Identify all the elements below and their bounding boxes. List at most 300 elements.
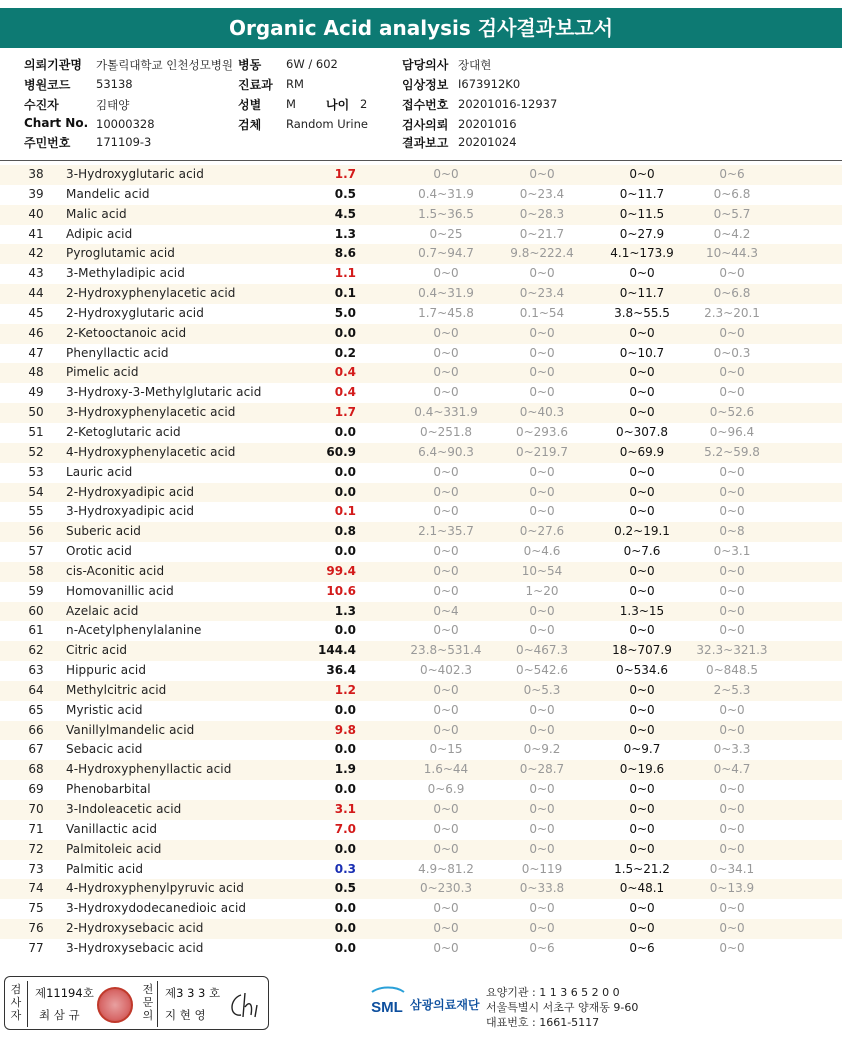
reference-range-4: 0~0 (719, 484, 745, 499)
reference-range-1: 0~0 (433, 266, 459, 281)
reference-range-4: 0~52.6 (709, 405, 755, 420)
table-row (0, 740, 842, 760)
result-value: 0.0 (334, 742, 356, 757)
reference-range-2: 0.1~54 (519, 305, 565, 320)
reference-range-2: 0~0 (529, 266, 555, 281)
result-value: 0.1 (334, 504, 356, 519)
reference-range-1: 0~0 (433, 722, 459, 737)
reference-range-4: 0~6.8 (713, 186, 751, 201)
result-value: 0.0 (334, 901, 356, 916)
result-value: 0.4 (334, 385, 356, 400)
table-row (0, 840, 842, 860)
chart-no-value: 10000328 (96, 117, 155, 131)
hospital-code-value: 53138 (96, 77, 133, 91)
dept-value: RM (286, 77, 304, 91)
institution-label: 의뢰기관명 (24, 58, 82, 72)
row-number: 61 (28, 623, 44, 638)
row-number: 75 (28, 901, 44, 916)
table-row (0, 284, 842, 304)
table-row (0, 800, 842, 820)
chart-no-label: Chart No. (24, 116, 89, 130)
reference-range-2: 0~0 (529, 325, 555, 340)
compound-name: Orotic acid (66, 544, 132, 559)
reference-range-2: 0~293.6 (515, 424, 569, 439)
compound-name: Sebacic acid (66, 742, 143, 757)
reference-range-4: 0~4.7 (713, 762, 751, 777)
specialist-name: 지 현 영 (165, 1008, 206, 1022)
ward-value: 6W / 602 (286, 57, 338, 71)
reference-range-1: 0.4~331.9 (414, 405, 478, 420)
compound-name: cis-Aconitic acid (66, 563, 165, 578)
report-footer (0, 970, 842, 1040)
report-date-value: 20201024 (458, 135, 517, 149)
tester-seal (97, 987, 133, 1023)
compound-name: Vanillactic acid (66, 821, 158, 836)
result-value: 0.0 (334, 921, 356, 936)
patient-label: 수진자 (24, 98, 59, 112)
reference-range-3: 0~6 (629, 940, 655, 955)
reference-range-4: 0~0 (719, 821, 745, 836)
reference-range-1: 0~0 (433, 365, 459, 380)
request-label: 검사의뢰 (402, 118, 449, 132)
reference-range-1: 0.7~94.7 (418, 246, 474, 261)
table-row (0, 621, 842, 641)
reference-range-2: 0~28.7 (519, 762, 565, 777)
reference-range-2: 0~0 (529, 464, 555, 479)
result-value: 1.3 (334, 603, 356, 618)
compound-name: 3-Indoleacetic acid (66, 802, 182, 816)
table-row (0, 463, 842, 483)
physician-value: 장대현 (458, 58, 492, 72)
row-number: 42 (28, 246, 44, 261)
reference-range-1: 0~0 (433, 623, 459, 638)
reference-range-2: 0~119 (521, 861, 563, 876)
result-value: 0.2 (334, 345, 356, 360)
result-value: 0.0 (334, 464, 356, 479)
table-row (0, 939, 842, 959)
reference-range-3: 0~48.1 (619, 881, 665, 896)
row-number: 63 (28, 663, 44, 678)
patient-value: 김태양 (96, 98, 130, 112)
reference-range-2: 0~27.6 (519, 524, 565, 539)
result-value: 60.9 (326, 444, 356, 459)
compound-name: Pimelic acid (66, 365, 139, 380)
specimen-label: 검체 (238, 118, 262, 132)
reference-range-2: 0~542.6 (515, 663, 569, 678)
result-value: 1.3 (334, 226, 356, 241)
ward-label: 병동 (238, 58, 262, 72)
result-value: 1.7 (334, 167, 356, 181)
org-phone: 대표번호 : 1661-5117 (486, 1016, 600, 1029)
reference-range-1: 0~25 (429, 226, 463, 241)
reference-range-2: 0~5.3 (523, 682, 561, 697)
reference-range-3: 0~0 (629, 623, 655, 638)
reference-range-1: 0~402.3 (419, 663, 473, 678)
result-value: 0.0 (334, 424, 356, 439)
reference-range-1: 6.4~90.3 (418, 444, 474, 459)
compound-name: Phenobarbital (66, 782, 151, 797)
compound-name: 2-Hydroxyadipic acid (66, 484, 195, 499)
row-number: 39 (28, 186, 44, 201)
table-row (0, 760, 842, 780)
reference-range-1: 0~0 (433, 504, 459, 519)
result-value: 36.4 (326, 663, 356, 678)
tester-license: 제11194호 (35, 986, 94, 1000)
result-value: 0.0 (334, 782, 356, 797)
table-row (0, 185, 842, 205)
clinical-value: I673912K0 (458, 77, 521, 91)
reference-range-1: 4.9~81.2 (418, 861, 474, 876)
dept-label: 진료과 (238, 78, 273, 92)
reference-range-3: 0~0 (629, 722, 655, 737)
reference-range-2: 0~0 (529, 722, 555, 737)
row-number: 76 (28, 921, 44, 936)
reference-range-1: 0~0 (433, 167, 459, 181)
reference-range-4: 0~34.1 (709, 861, 755, 876)
sml-logo-icon (366, 986, 408, 1020)
reference-range-4: 0~8 (719, 524, 745, 539)
reference-range-4: 0~3.3 (713, 742, 751, 757)
receipt-label: 접수번호 (402, 98, 449, 112)
compound-name: Methylcitric acid (66, 682, 167, 697)
reference-range-3: 0~11.5 (619, 206, 665, 221)
table-row (0, 721, 842, 741)
compound-name: 2-Ketooctanoic acid (66, 325, 187, 340)
reference-range-3: 0~0 (629, 167, 655, 181)
table-row (0, 562, 842, 582)
compound-name: Citric acid (66, 643, 128, 658)
result-value: 99.4 (326, 563, 356, 578)
reference-range-1: 1.7~45.8 (418, 305, 474, 320)
table-row (0, 344, 842, 364)
row-number: 41 (28, 226, 44, 241)
reference-range-3: 4.1~173.9 (610, 246, 674, 261)
reference-range-3: 0~0 (629, 702, 655, 717)
row-number: 74 (28, 881, 44, 896)
row-number: 66 (28, 722, 44, 737)
reference-range-4: 0~0 (719, 782, 745, 797)
table-row (0, 383, 842, 403)
reference-range-4: 0~0 (719, 365, 745, 380)
reference-range-1: 0.4~31.9 (418, 186, 474, 201)
result-value: 10.6 (326, 583, 356, 598)
reference-range-1: 0~0 (433, 484, 459, 499)
compound-name: Myristic acid (66, 702, 143, 717)
hospital-code-label: 병원코드 (24, 78, 71, 92)
reference-range-2: 0~33.8 (519, 881, 565, 896)
result-value: 4.5 (334, 206, 356, 221)
table-row (0, 502, 842, 522)
signature-box (4, 976, 269, 1030)
header-divider (0, 160, 842, 161)
compound-name: 3-Methyladipic acid (66, 266, 185, 281)
reference-range-3: 0~11.7 (619, 186, 665, 201)
result-value: 0.3 (334, 861, 356, 876)
reference-range-3: 0~19.6 (619, 762, 665, 777)
result-value: 0.0 (334, 623, 356, 638)
result-value: 0.5 (334, 881, 356, 896)
row-number: 64 (28, 682, 44, 697)
reference-range-2: 0~23.4 (519, 186, 565, 201)
results-table (0, 165, 842, 959)
reference-range-1: 0~15 (429, 742, 463, 757)
reference-range-4: 0~0 (719, 921, 745, 936)
reference-range-4: 0~0.3 (713, 345, 751, 360)
row-number: 40 (28, 206, 44, 221)
compound-name: 3-Hydroxydodecanedioic acid (66, 901, 247, 916)
reference-range-3: 0~0 (629, 682, 655, 697)
reference-range-4: 2~5.3 (713, 682, 751, 697)
reference-range-3: 18~707.9 (612, 643, 672, 658)
compound-name: Hippuric acid (66, 663, 147, 678)
reference-range-3: 0~307.8 (615, 424, 669, 439)
compound-name: 2-Ketoglutaric acid (66, 424, 181, 439)
reference-range-2: 10~54 (521, 563, 563, 578)
reference-range-1: 0~6.9 (427, 782, 465, 797)
org-address: 서울특별시 서초구 양재동 9-60 (486, 1001, 639, 1014)
compound-name: 2-Hydroxysebacic acid (66, 921, 204, 936)
compound-name: Palmitic acid (66, 861, 144, 876)
reference-range-4: 0~0 (719, 266, 745, 281)
reference-range-1: 0~0 (433, 563, 459, 578)
row-number: 70 (28, 802, 44, 816)
row-number: 50 (28, 405, 44, 420)
compound-name: n-Acetylphenylalanine (66, 623, 202, 638)
reference-range-4: 0~0 (719, 702, 745, 717)
physician-label: 담당의사 (402, 58, 449, 72)
table-row (0, 701, 842, 721)
compound-name: 4-Hydroxyphenylacetic acid (66, 444, 236, 459)
reference-range-1: 0~0 (433, 345, 459, 360)
compound-name: Palmitoleic acid (66, 841, 162, 856)
compound-name: Adipic acid (66, 226, 133, 241)
reference-range-3: 0~0 (629, 385, 655, 400)
row-number: 47 (28, 345, 44, 360)
reference-range-4: 0~5.7 (713, 206, 751, 221)
reference-range-2: 1~20 (525, 583, 559, 598)
row-number: 60 (28, 603, 44, 618)
table-row (0, 264, 842, 284)
reference-range-2: 0~28.3 (519, 206, 565, 221)
patient-info-section (0, 52, 842, 158)
row-number: 54 (28, 484, 44, 499)
reference-range-1: 23.8~531.4 (410, 643, 482, 658)
reference-range-4: 0~0 (719, 385, 745, 400)
care-code: 요양기관 : 1 1 3 6 5 2 0 0 (486, 986, 620, 999)
row-number: 43 (28, 266, 44, 281)
reference-range-1: 0~230.3 (419, 881, 473, 896)
reference-range-1: 0~0 (433, 682, 459, 697)
reference-range-4: 0~0 (719, 901, 745, 916)
reference-range-1: 2.1~35.7 (418, 524, 474, 539)
table-row (0, 919, 842, 939)
reference-range-3: 0~0 (629, 821, 655, 836)
reference-range-4: 0~0 (719, 583, 745, 598)
reference-range-1: 0~0 (433, 802, 459, 816)
compound-name: 2-Hydroxyglutaric acid (66, 305, 204, 320)
compound-name: 4-Hydroxyphenylpyruvic acid (66, 881, 244, 896)
reference-range-4: 0~3.1 (713, 544, 751, 559)
result-value: 0.5 (334, 186, 356, 201)
reference-range-2: 0~0 (529, 821, 555, 836)
reference-range-4: 0~0 (719, 802, 745, 816)
reference-range-1: 0.4~31.9 (418, 286, 474, 301)
row-number: 51 (28, 424, 44, 439)
row-number: 65 (28, 702, 44, 717)
compound-name: 2-Hydroxyphenylacetic acid (66, 286, 236, 301)
reference-range-1: 0~0 (433, 940, 459, 955)
table-row (0, 522, 842, 542)
row-number: 45 (28, 305, 44, 320)
reference-range-3: 1.3~15 (619, 603, 665, 618)
tester-name: 최 삼 규 (39, 1008, 80, 1022)
reference-range-4: 0~0 (719, 563, 745, 578)
reference-range-1: 1.6~44 (423, 762, 469, 777)
reference-range-4: 10~44.3 (705, 246, 759, 261)
row-number: 62 (28, 643, 44, 658)
reference-range-4: 0~4.2 (713, 226, 751, 241)
table-row (0, 602, 842, 622)
reference-range-3: 0~0 (629, 901, 655, 916)
reference-range-3: 0~10.7 (619, 345, 665, 360)
result-value: 0.0 (334, 544, 356, 559)
reference-range-4: 0~0 (719, 504, 745, 519)
reference-range-2: 0~0 (529, 484, 555, 499)
row-number: 48 (28, 365, 44, 380)
reference-range-4: 0~0 (719, 623, 745, 638)
result-value: 9.8 (334, 722, 356, 737)
table-row (0, 661, 842, 681)
row-number: 69 (28, 782, 44, 797)
reference-range-4: 0~848.5 (705, 663, 759, 678)
table-row (0, 423, 842, 443)
clinical-label: 임상정보 (402, 78, 449, 92)
table-row (0, 225, 842, 245)
reference-range-2: 0~0 (529, 782, 555, 797)
reference-range-2: 0~0 (529, 841, 555, 856)
row-number: 49 (28, 385, 44, 400)
institution-value: 가톨릭대학교 인천성모병원 (96, 58, 233, 72)
reference-range-3: 0~0 (629, 504, 655, 519)
reference-range-1: 0~0 (433, 901, 459, 916)
reference-range-2: 0~9.2 (523, 742, 561, 757)
reference-range-4: 0~6 (719, 167, 745, 181)
reference-range-3: 0~534.6 (615, 663, 669, 678)
reference-range-1: 0~0 (433, 464, 459, 479)
compound-name: 4-Hydroxyphenyllactic acid (66, 762, 232, 777)
reference-range-4: 0~13.9 (709, 881, 755, 896)
reference-range-3: 0~11.7 (619, 286, 665, 301)
reference-range-3: 0~0 (629, 405, 655, 420)
row-number: 57 (28, 544, 44, 559)
table-row (0, 165, 842, 185)
reference-range-1: 0~0 (433, 841, 459, 856)
signature-divider (157, 981, 158, 1027)
table-row (0, 244, 842, 264)
receipt-value: 20201016-12937 (458, 97, 558, 111)
reference-range-2: 0~40.3 (519, 405, 565, 420)
reference-range-1: 0~0 (433, 702, 459, 717)
table-row (0, 304, 842, 324)
row-number: 38 (28, 167, 44, 181)
sex-label: 성별 (238, 98, 262, 112)
reference-range-2: 0~0 (529, 623, 555, 638)
reference-range-3: 0~69.9 (619, 444, 665, 459)
compound-name: Azelaic acid (66, 603, 139, 618)
reference-range-3: 0~0 (629, 325, 655, 340)
reference-range-4: 0~0 (719, 841, 745, 856)
reference-range-3: 0~0 (629, 583, 655, 598)
reference-range-3: 0~0 (629, 841, 655, 856)
reference-range-4: 0~0 (719, 722, 745, 737)
result-value: 0.8 (334, 524, 356, 539)
reference-range-3: 0~0 (629, 563, 655, 578)
row-number: 56 (28, 524, 44, 539)
reference-range-1: 0~0 (433, 921, 459, 936)
row-number: 77 (28, 940, 44, 955)
reference-range-2: 0~4.6 (523, 544, 561, 559)
reference-range-3: 0~0 (629, 782, 655, 797)
compound-name: Homovanillic acid (66, 583, 174, 598)
table-row (0, 324, 842, 344)
reference-range-4: 0~0 (719, 325, 745, 340)
reference-range-2: 0~0 (529, 167, 555, 181)
reference-range-1: 0~251.8 (419, 424, 473, 439)
reference-range-2: 0~0 (529, 901, 555, 916)
reference-range-1: 0~0 (433, 544, 459, 559)
compound-name: Suberic acid (66, 524, 142, 539)
table-row (0, 899, 842, 919)
reference-range-1: 0~0 (433, 821, 459, 836)
org-name: 삼광의료재단 (410, 998, 480, 1012)
compound-name: Vanillylmandelic acid (66, 722, 195, 737)
table-row (0, 860, 842, 880)
reference-range-4: 5.2~59.8 (704, 444, 760, 459)
compound-name: Malic acid (66, 206, 127, 221)
result-value: 0.1 (334, 286, 356, 301)
table-row (0, 205, 842, 225)
reference-range-3: 0~0 (629, 484, 655, 499)
result-value: 1.1 (334, 266, 356, 281)
report-title: Organic Acid analysis 검사결과보고서 (0, 8, 842, 48)
compound-name: Phenyllactic acid (66, 345, 169, 360)
specialist-license: 제3 3 3 호 (165, 986, 221, 1000)
table-row (0, 820, 842, 840)
reference-range-1: 1.5~36.5 (418, 206, 474, 221)
reference-range-2: 0~0 (529, 802, 555, 816)
reference-range-2: 0~21.7 (519, 226, 565, 241)
table-row (0, 582, 842, 602)
reference-range-2: 9.8~222.4 (510, 246, 574, 261)
row-number: 52 (28, 444, 44, 459)
row-number: 44 (28, 286, 44, 301)
resident-label: 주민번호 (24, 136, 71, 150)
compound-name: 3-Hydroxyphenylacetic acid (66, 405, 236, 420)
result-value: 8.6 (334, 246, 356, 261)
resident-value: 171109-3 (96, 135, 152, 149)
table-row (0, 641, 842, 661)
row-number: 59 (28, 583, 44, 598)
table-row (0, 443, 842, 463)
row-number: 46 (28, 325, 44, 340)
reference-range-4: 32.3~321.3 (696, 643, 768, 658)
row-number: 73 (28, 861, 44, 876)
result-value: 0.0 (334, 940, 356, 955)
table-row (0, 542, 842, 562)
reference-range-3: 0~0 (629, 365, 655, 380)
svg-text:SML: SML (371, 999, 403, 1016)
reference-range-4: 0~0 (719, 603, 745, 618)
